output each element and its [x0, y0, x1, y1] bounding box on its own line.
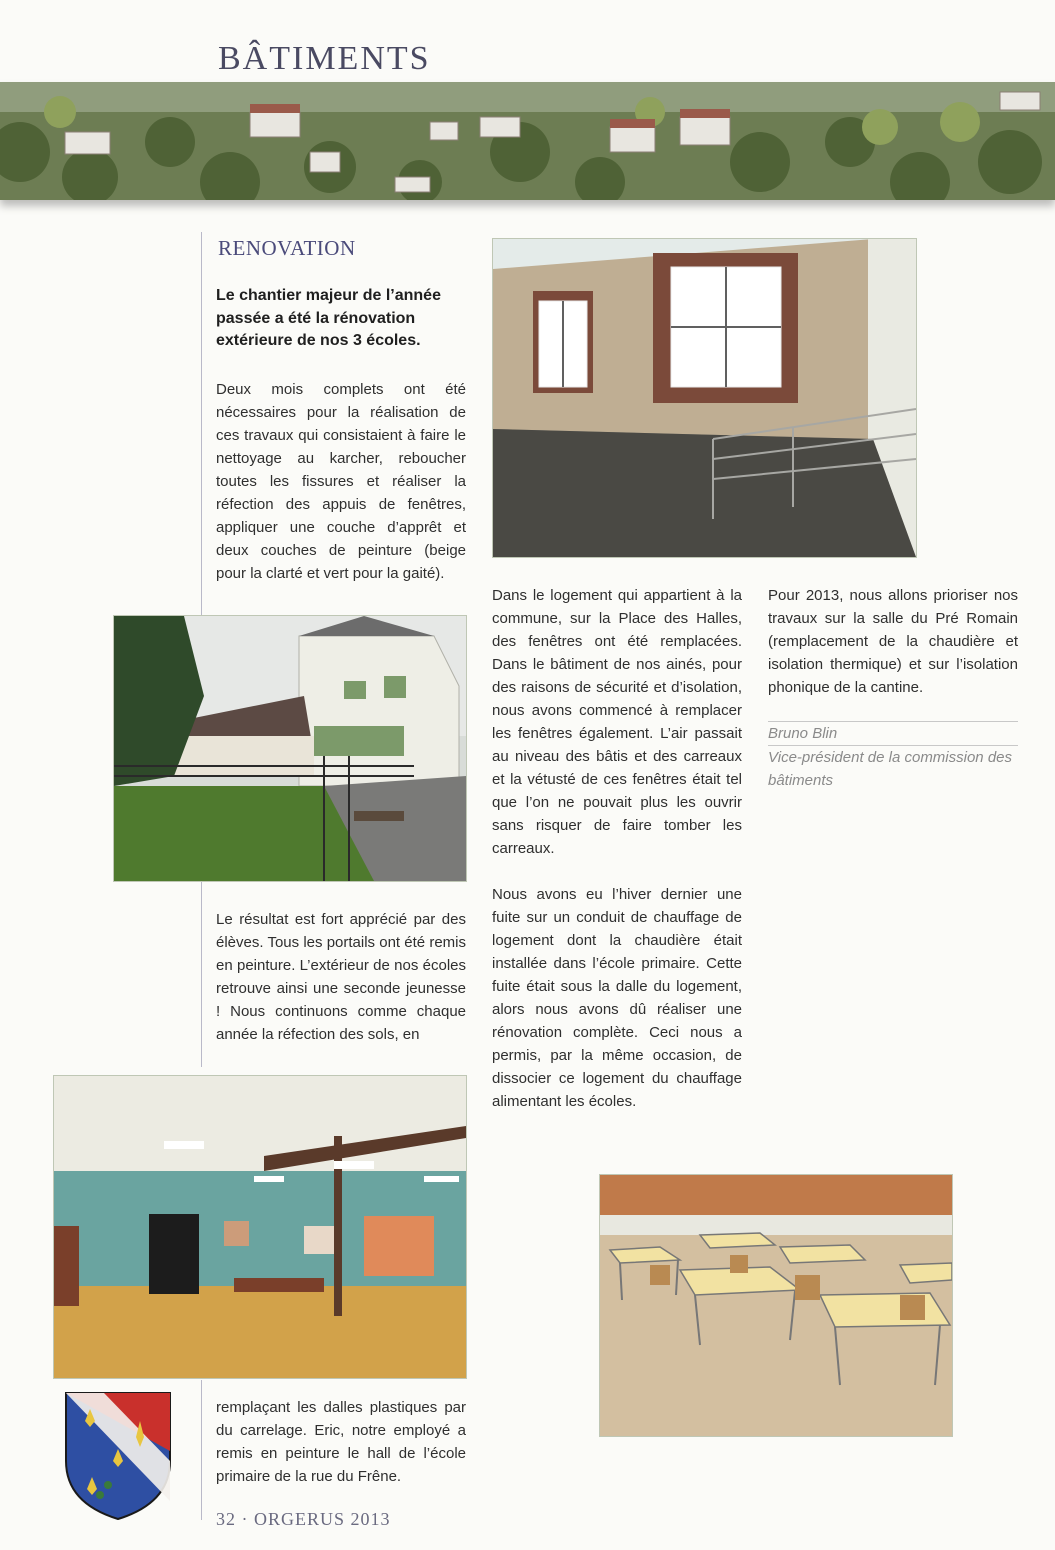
column-divider — [201, 1380, 202, 1520]
body-paragraph: Deux mois complets ont été nécessaires pour la réalisation de ces travaux qui consistaient à faire le nettoyage au karcher, reboucher toutes les fissures et réaliser la réfection des appuis de fenêtres, appliquer une couche d’apprêt et deux couches de peinture (beige pour la clarté et vert pour la gaité). — [216, 381, 466, 582]
body-paragraph: Le résultat est fort apprécié par des élèves. Tous les portails ont été remis en peinture. L’extérieur de nos écoles retrouve ainsi une seconde jeunesse ! Nous continuons comme chaque année la réfection des sols, en — [216, 911, 466, 1043]
body-paragraph: Pour 2013, nous allons prioriser nos travaux sur la salle du Pré Romain (remplacement de la chaudière et isolation thermique) et sur l’isolation phonique de la cantine. — [768, 587, 1018, 696]
subheading: RENOVATION — [218, 236, 356, 260]
school-exterior-photo — [113, 615, 467, 882]
renovated-school-facade-photo — [492, 238, 917, 558]
body-paragraph: Nous avons eu l’hiver dernier une fuite sur un conduit de chauffage de logement dont la chaudière était installée dans l’école primaire. Cette fuite était sous la dalle du logement, alors nous avons dû réaliser une rénovation complète. Ceci nous a permis, par la même occasion, de dissocier ce logement du chauffage alimentant les écoles. — [492, 886, 742, 1110]
school-hall-photo — [53, 1075, 467, 1379]
author-name: Bruno Blin — [768, 721, 1018, 745]
body-paragraph: Dans le logement qui appartient à la commune, sur la Place des Halles, des fenêtres ont été remplacées. Dans le bâtiment de nos ainés, pour des raisons de sécurité et d’isolation, nous avons commencé à remplacer les fenêtres également. L’air passait au niveau des bâtis et des carreaux et la vétusté de ces fenêtres était tel que l’on ne pouvait plus les ouvrir sans risquer de faire tomber les carreaux. — [492, 587, 742, 857]
section-title: BÂTIMENTS — [218, 40, 431, 77]
lead-paragraph: Le chantier majeur de l’année passée a été la rénovation extérieure de nos 3 écoles. — [216, 287, 441, 349]
classroom-photo — [599, 1174, 953, 1437]
coat-of-arms-emblem — [64, 1391, 172, 1521]
page-footer: 32 · ORGERUS 2013 — [216, 1509, 391, 1529]
body-paragraph: remplaçant les dalles plastiques par du carrelage. Eric, notre employé a remis en peinture le hall de l’école primaire de la rue du Frêne. — [216, 1399, 466, 1485]
aerial-banner-photo — [0, 82, 1055, 200]
author-role: Vice-président de la commission des bâtiments — [768, 745, 1018, 792]
